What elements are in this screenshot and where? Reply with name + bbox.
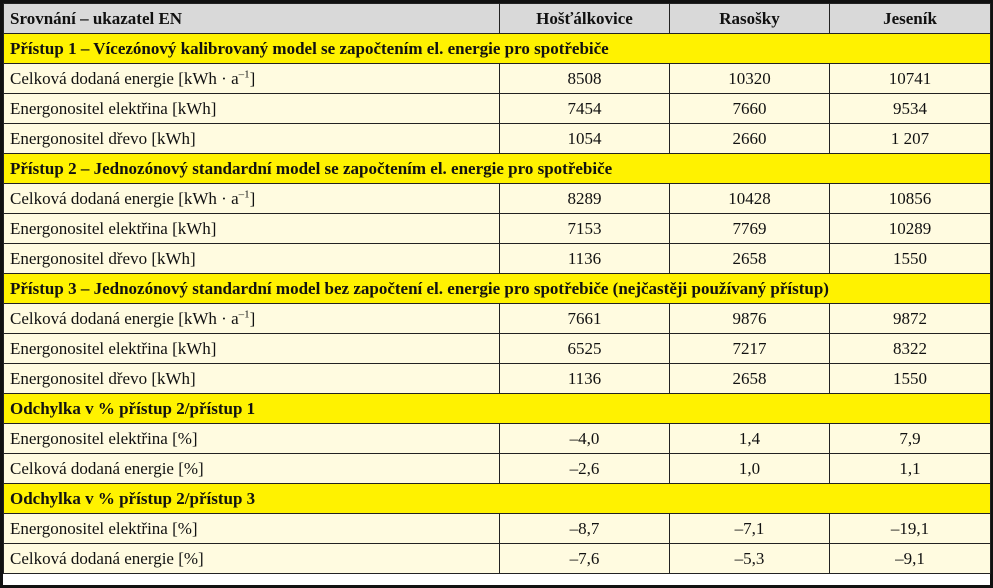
header-jesenik: Jeseník <box>830 4 991 34</box>
value-hostalkovice: 1136 <box>500 364 670 394</box>
table-row <box>4 364 991 394</box>
row-label <box>4 304 500 334</box>
value-jesenik: 10856 <box>830 184 991 214</box>
table-row <box>4 124 991 154</box>
table-row <box>4 424 991 454</box>
value-hostalkovice: –8,7 <box>500 514 670 544</box>
header-hostalkovice: Hošťálkovice <box>500 4 670 34</box>
table-row <box>4 64 991 94</box>
table-body <box>4 34 991 574</box>
value-hostalkovice: 1136 <box>500 244 670 274</box>
row-label-end: ] <box>249 68 256 88</box>
row-label <box>4 454 500 484</box>
section-row <box>4 34 991 64</box>
value-hostalkovice: 1054 <box>500 124 670 154</box>
header-row <box>4 4 991 34</box>
value-rasosky: –7,1 <box>670 514 830 544</box>
value-rasosky: 2658 <box>670 244 830 274</box>
value-hostalkovice: 8508 <box>500 64 670 94</box>
value-jesenik: 8322 <box>830 334 991 364</box>
row-label <box>4 184 500 214</box>
section-row <box>4 394 991 424</box>
table-row <box>4 544 991 574</box>
section-row <box>4 484 991 514</box>
value-jesenik: 7,9 <box>830 424 991 454</box>
value-rasosky: 1,4 <box>670 424 830 454</box>
value-hostalkovice: –7,6 <box>500 544 670 574</box>
value-rasosky: 10320 <box>670 64 830 94</box>
table-row <box>4 514 991 544</box>
value-rasosky: 10428 <box>670 184 830 214</box>
row-label-text: Celková dodaná energie [kWh · a <box>10 68 239 88</box>
row-label <box>4 64 500 94</box>
table-row <box>4 334 991 364</box>
row-label-text: Energonositel dřevo [kWh] <box>10 128 196 148</box>
row-label <box>4 214 500 244</box>
row-label <box>4 334 500 364</box>
row-label-text: Energonositel dřevo [kWh] <box>10 248 196 268</box>
row-label-text: Energonositel elektřina [kWh] <box>10 218 217 238</box>
section-title: Přístup 2 – Jednozónový standardní model se započtením el. energie pro spotřebiče <box>4 154 991 184</box>
unit-exponent: –1 <box>238 67 250 80</box>
value-rasosky: 7660 <box>670 94 830 124</box>
table-row <box>4 214 991 244</box>
section-title: Odchylka v % přístup 2/přístup 1 <box>4 394 991 424</box>
value-hostalkovice: 8289 <box>500 184 670 214</box>
value-rasosky: 7769 <box>670 214 830 244</box>
value-hostalkovice: 7454 <box>500 94 670 124</box>
table-row <box>4 184 991 214</box>
row-label <box>4 124 500 154</box>
row-label-text: Energonositel elektřina [kWh] <box>10 338 217 358</box>
value-rasosky: 9876 <box>670 304 830 334</box>
comparison-table <box>3 3 991 574</box>
row-label-text: Energonositel elektřina [kWh] <box>10 98 217 118</box>
value-jesenik: 9872 <box>830 304 991 334</box>
value-jesenik: 9534 <box>830 94 991 124</box>
value-jesenik: –9,1 <box>830 544 991 574</box>
value-jesenik: –19,1 <box>830 514 991 544</box>
table-row <box>4 244 991 274</box>
value-jesenik: 10741 <box>830 64 991 94</box>
value-rasosky: 2660 <box>670 124 830 154</box>
value-hostalkovice: –4,0 <box>500 424 670 454</box>
table-row <box>4 94 991 124</box>
row-label <box>4 94 500 124</box>
row-label <box>4 424 500 454</box>
row-label-text: Celková dodaná energie [%] <box>10 458 204 478</box>
row-label-end: ] <box>249 308 256 328</box>
header-rasosky: Rasošky <box>670 4 830 34</box>
row-label-text: Energonositel elektřina [%] <box>10 518 198 538</box>
row-label <box>4 364 500 394</box>
section-title: Přístup 3 – Jednozónový standardní model bez započtení el. energie pro spotřebiče (nejčastěji používaný přístup) <box>4 274 991 304</box>
section-row <box>4 274 991 304</box>
table-row <box>4 454 991 484</box>
header-indicator: Srovnání – ukazatel EN <box>4 4 500 34</box>
value-jesenik: 1550 <box>830 364 991 394</box>
row-label <box>4 544 500 574</box>
row-label <box>4 514 500 544</box>
value-rasosky: 7217 <box>670 334 830 364</box>
unit-exponent: –1 <box>238 187 250 200</box>
row-label-text: Celková dodaná energie [kWh · a <box>10 308 239 328</box>
row-label-text: Celková dodaná energie [kWh · a <box>10 188 239 208</box>
row-label-end: ] <box>249 188 256 208</box>
value-rasosky: 2658 <box>670 364 830 394</box>
value-hostalkovice: 7661 <box>500 304 670 334</box>
value-jesenik: 1,1 <box>830 454 991 484</box>
value-jesenik: 10289 <box>830 214 991 244</box>
section-row <box>4 154 991 184</box>
value-jesenik: 1550 <box>830 244 991 274</box>
value-hostalkovice: –2,6 <box>500 454 670 484</box>
value-rasosky: –5,3 <box>670 544 830 574</box>
value-hostalkovice: 7153 <box>500 214 670 244</box>
value-hostalkovice: 6525 <box>500 334 670 364</box>
unit-exponent: –1 <box>238 307 250 320</box>
table-row <box>4 304 991 334</box>
value-jesenik: 1 207 <box>830 124 991 154</box>
value-rasosky: 1,0 <box>670 454 830 484</box>
row-label-text: Celková dodaná energie [%] <box>10 548 204 568</box>
section-title: Odchylka v % přístup 2/přístup 3 <box>4 484 991 514</box>
row-label <box>4 244 500 274</box>
row-label-text: Energonositel dřevo [kWh] <box>10 368 196 388</box>
row-label-text: Energonositel elektřina [%] <box>10 428 198 448</box>
section-title: Přístup 1 – Vícezónový kalibrovaný model se započtením el. energie pro spotřebiče <box>4 34 991 64</box>
